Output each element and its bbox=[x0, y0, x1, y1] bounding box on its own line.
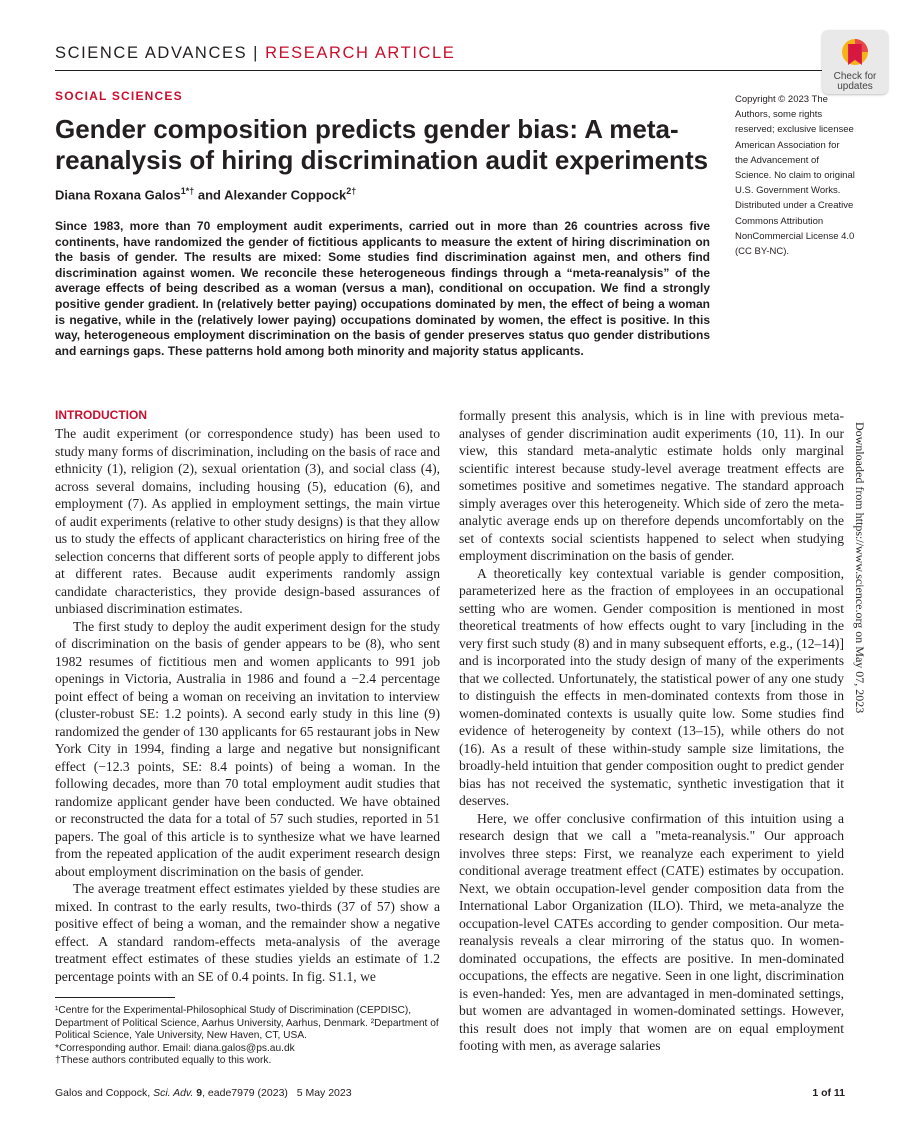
author-affiliation-marks: 2† bbox=[346, 186, 357, 196]
page-number: 1 of 11 bbox=[812, 1087, 845, 1099]
body-column-right bbox=[459, 407, 844, 1055]
footer-citation bbox=[55, 1087, 352, 1099]
body-paragraph: A theoretically key contextual variable is gender composition, parameterized here as the fraction of employees in an occupational setting who are women. Gender composition is mentioned in most theoretical treatments of how effects ought to vary [including in the very first such study (8) and in many subsequent efforts, e.g., (12–14)] and is incorporated into the study design of many of the experiments that we collected. Unfortunately, the statistical power of any one study to distinguish the effects in men-dominated contexts from those in women-dominated contexts is usually quite low. Some studies find evidence of heterogeneity by context (13–15), while others do not (16). As a result of these within-study sample size limitations, the broadly-held intuition that gender composition ought to predict gender bias has not received the systematic, synthetic investigation that it deserves. bbox=[459, 565, 844, 808]
corresponding-author-footnote: *Corresponding author. Email: diana.galos@ps.au.dk bbox=[55, 1042, 295, 1054]
journal-header bbox=[55, 44, 455, 63]
download-watermark bbox=[849, 422, 869, 732]
body-paragraph: Here, we offer conclusive confirmation of this intuition using a research design that we call a "meta-reanalysis." Our approach involves three steps: First, we reanalyze each experiment to yield conditional average treatment effect (CATE) estimates by occupation. Next, we obtain occupation-level gender composition data from the International Labor Organization (ILO). Third, we meta-analyze the occupation-level CATEs according to gender composition. Our meta-reanalysis reveals a clear mirroring of the status quo. In women-dominated occupations, the effects are positive. In men-dominated occupations, the effects are negative. Seen in one light, discrimination is even-handed: Yes, men are advantaged in men-dominated settings, but women are advantaged in women-dominated settings. However, this result does not imply that women are on equal employment footing with men, as average salaries bbox=[459, 810, 844, 1053]
footer-date: 5 May 2023 bbox=[296, 1087, 352, 1099]
check-for-updates-button[interactable] bbox=[822, 30, 888, 94]
footnotes bbox=[55, 1005, 445, 1068]
header-separator: | bbox=[253, 44, 260, 62]
affiliation-footnote: ¹Centre for the Experimental-Philosophical Study of Discrimination (CEPDISC), Department of Political Science, Aarhus University, Aarhus, Denmark. ²Department of Political Science, Yale University, New Haven, CT, USA. bbox=[55, 1005, 439, 1042]
footer-journal: Sci. Adv. bbox=[153, 1087, 194, 1099]
author-name[interactable]: Diana Roxana Galos bbox=[55, 187, 181, 203]
equal-contribution-footnote: †These authors contributed equally to this work. bbox=[55, 1055, 272, 1067]
abstract: Since 1983, more than 70 employment audit experiments, carried out in more than 26 countries across five continents, have randomized the gender of fictitious applicants to measure the extent of hiring discrimination on the basis of gender. The results are mixed: Some studies find discrimination against men, and others find discrimination against women. We reconcile these heterogeneous findings through a “meta-reanalysis” of the average effects of being described as a woman (versus a man), conditional on occupation. We find a strongly positive gender gradient. In (relatively better paying) occupations dominated by men, the effect of being a woman is negative, while in the (relatively lower paying) occupations dominated by women, the effect is positive. In this way, heterogeneous employment discrimination on the basis of gender preserves status quo gender distributions and earnings gaps. These patterns hold among both minority and majority status applicants. bbox=[55, 219, 710, 358]
body-paragraph: The first study to deploy the audit experiment design for the study of discrimination on the basis of gender appears to be (8), who sent 1982 resumes of fictitious men and women applicants to 991 job openings in Victoria, Australia in 1986 and found a −2.4 percentage point effect of being a woman on receiving an invitation to interview (cluster-robust SE: 1.2 points). A second early study in this line (9) randomized the gender of 130 applicants for 65 restaurant jobs in New York City in 1994, finding a large and negative but nonsignificant effect (−12.3 points, SE: 8.4 points) of being a woman. In the following decades, more than 70 total employment audit studies that randomize applicant gender have been conducted. We have obtained or reconstructed the data for a total of 57 such studies, reported in 51 papers. The goal of this article is to synthesize what we have learned from the repeated application of the audit experiment research design about employment discrimination on the basis of gender. bbox=[55, 618, 440, 879]
check-for-updates-label bbox=[822, 72, 888, 92]
download-note: Downloaded from https://www.science.org on May 07, 2023 bbox=[853, 422, 867, 714]
author-joiner: and bbox=[194, 187, 225, 203]
footer-authors: Galos and Coppock, bbox=[55, 1087, 154, 1099]
body-column-left bbox=[55, 407, 440, 985]
footer-volume: 9 bbox=[196, 1087, 203, 1099]
check-for-updates-line1: Check for bbox=[833, 71, 877, 82]
footer-article-id: , eade7979 (2023) bbox=[202, 1087, 288, 1099]
author-list bbox=[55, 186, 356, 202]
article-title: Gender composition predicts gender bias: A meta-reanalysis of hiring discrimination audit experiments bbox=[55, 114, 709, 175]
check-for-updates-icon bbox=[840, 35, 870, 74]
header-rule bbox=[55, 70, 850, 71]
article-type: RESEARCH ARTICLE bbox=[265, 44, 456, 62]
footnote-rule bbox=[55, 997, 175, 998]
body-paragraph: formally present this analysis, which is in line with previous meta-analyses of gender discrimination audit experiments (10, 11). In our view, this standard meta-analytic estimate holds only marginal scientific interest because study-level average treatment effects are sometimes positive and sometimes negative. The standard approach simply averages over this heterogeneity. Which side of zero the meta-analytic average ends up on therefore depends uncomfortably on the set of contexts social scientists happened to select when studying employment discrimination on the basis of gender. bbox=[459, 408, 844, 563]
journal-name: SCIENCE ADVANCES bbox=[55, 44, 248, 62]
copyright-notice: Copyright © 2023 The Authors, some rights reserved; exclusive licensee American Association for the Advancement of Science. No claim to original U.S. Government Works. Distributed under a Creative Commons Attribution NonCommercial License 4.0 (CC BY-NC). bbox=[735, 94, 855, 258]
body-paragraph: The average treatment effect estimates yielded by these studies are mixed. In contrast to the early results, two-thirds (37 of 57) show a positive effect of being a woman, and the remainder show a negative effect. A standard random-effects meta-analysis of the average treatment effect estimates of these studies yields an estimate of 1.2 percentage points with an SE of 0.4 points. In fig. S1.1, we bbox=[55, 881, 440, 984]
body-paragraph: The audit experiment (or correspondence study) has been used to study many forms of discrimination, including on the basis of race and ethnicity (1), religion (2), sexual orientation (3), and social class (4), across several domains, including housing (5), education (6), and employment (7). As applied in employment settings, the main virtue of audit experiments (relative to other study designs) is that they allow us to study the effects of applicant characteristics on hiring free of the selection concerns that different sorts of people apply to different jobs at different rates. Because audit experiments randomly assign candidate characteristics, they provide design-based assurances of unbiased discrimination estimates. bbox=[55, 426, 440, 616]
section-heading: INTRODUCTION bbox=[55, 408, 147, 422]
section-tag: SOCIAL SCIENCES bbox=[55, 89, 183, 103]
author-affiliation-marks: 1*† bbox=[180, 186, 195, 196]
check-for-updates-line2: updates bbox=[837, 81, 873, 92]
author-name[interactable]: Alexander Coppock bbox=[224, 187, 347, 203]
